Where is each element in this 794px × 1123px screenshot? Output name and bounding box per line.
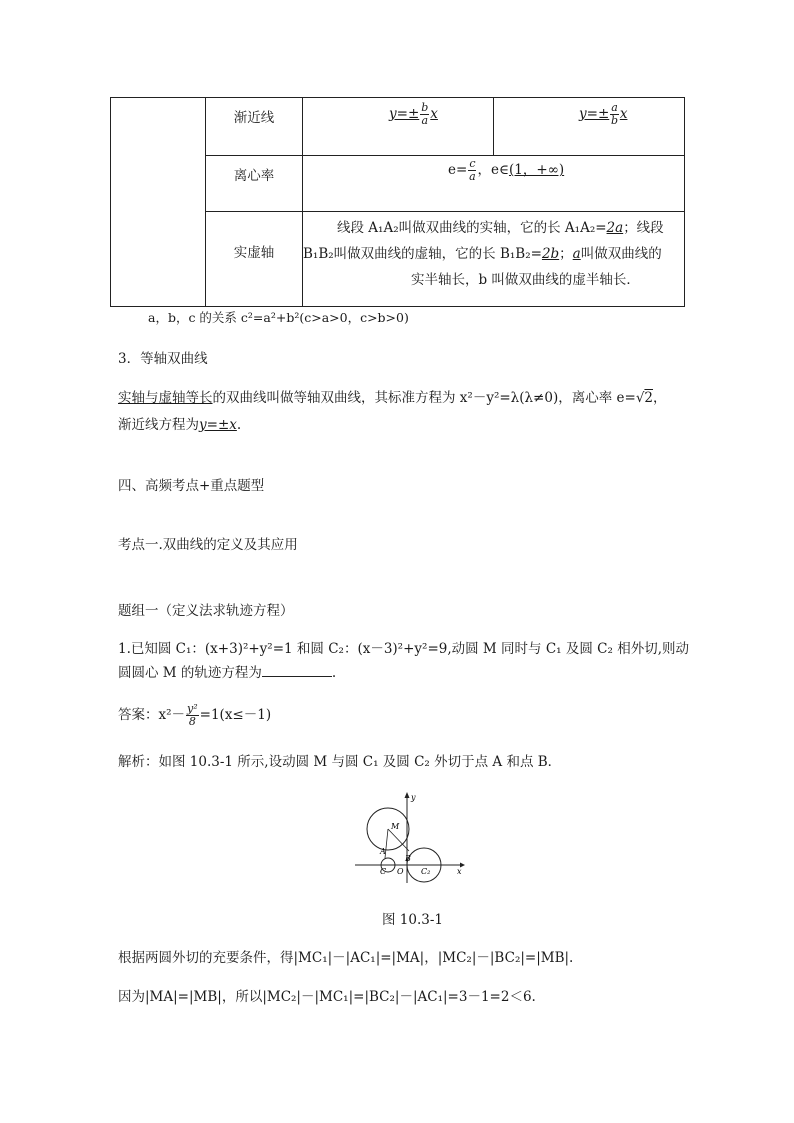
label-c1: C — [380, 867, 387, 876]
asymptote-formula-2: y=± $\frac{a}{b}$ x — [579, 101, 628, 127]
eccentricity-formula: e= $\frac{c}{a}$ ，e∈(1，+∞) — [448, 157, 565, 183]
abc-relation: a，b，c 的关系 c²=a²+b²(c>a>0，c>b>0) — [148, 310, 409, 325]
table-divider — [205, 98, 206, 306]
axes-description: 线段 A₁A₂叫做双曲线的实轴，它的长 A₁A₂=2a；线段 B₁B₂叫做双曲线的虚轴，它的长 B₁B₂=2b；a叫做双曲线的 实半轴长，b 叫做双曲线的虚半轴长． — [303, 220, 664, 288]
section-heading: 四、高频考点+重点题型 — [118, 478, 265, 494]
equiaxial-paragraph-line2: 渐近线方程为y=±x. — [118, 417, 242, 433]
y-axis-arrow-icon — [405, 792, 410, 798]
row-label-eccentricity: 离心率 — [233, 168, 275, 184]
figure-caption: 图 10.3-1 — [382, 912, 444, 928]
x-label: x — [457, 867, 462, 876]
table-divider — [302, 98, 303, 306]
group-heading: 题组一（定义法求轨迹方程） — [118, 603, 294, 619]
table-divider — [493, 98, 494, 155]
section-heading: 3．等轴双曲线 — [118, 351, 208, 367]
analysis-line: 因为|MA|=|MB|，所以|MC₂|－|MC₁|=|BC₂|－|AC₁|=3－1=2＜6. — [118, 989, 536, 1005]
label-m: M — [391, 822, 400, 831]
answer-line: 答案：x²－ $\frac{\text{y²}}{8}$ =1(x≤－1) — [118, 702, 272, 728]
table-divider — [205, 211, 685, 212]
problem-line: 1.已知圆 C₁：(x+3)²+y²=1 和圆 C₂：(x－3)²+y²=9,动圆 M 同时与 C₁ 及圆 C₂ 相外切,则动 — [118, 641, 689, 657]
label-c2: C₂ — [421, 867, 431, 876]
problem-line: 圆圆心 M 的轨迹方程为 . — [118, 665, 337, 681]
topic-heading: 考点一.双曲线的定义及其应用 — [118, 537, 298, 553]
row-label-axes: 实虚轴 — [233, 245, 275, 261]
answer-blank — [262, 664, 332, 677]
asymptote-formula-1: y=± $\frac{b}{a}$ x — [389, 101, 438, 127]
y-label: y — [411, 793, 416, 802]
analysis-line: 解析：如图 10.3-1 所示,设动圆 M 与圆 C₁ 及圆 C₂ 外切于点 A 和点 B． — [118, 754, 562, 770]
label-a: A — [380, 847, 386, 856]
circles-figure — [345, 788, 470, 888]
label-b: B — [405, 854, 411, 863]
row-label-asymptote: 渐近线 — [233, 110, 275, 126]
hyperbola-property-table — [110, 97, 685, 307]
analysis-line: 根据两圆外切的充要条件，得|MC₁|－|AC₁|=|MA|，|MC₂|－|BC₂|=|MB|. — [118, 950, 574, 966]
label-o: O — [397, 867, 404, 876]
equiaxial-paragraph-line1: 实轴与虚轴等长的双曲线叫做等轴双曲线，其标准方程为 x²－y²=λ(λ≠0)，离心率 e=√2， — [118, 390, 667, 406]
table-divider — [205, 155, 685, 156]
